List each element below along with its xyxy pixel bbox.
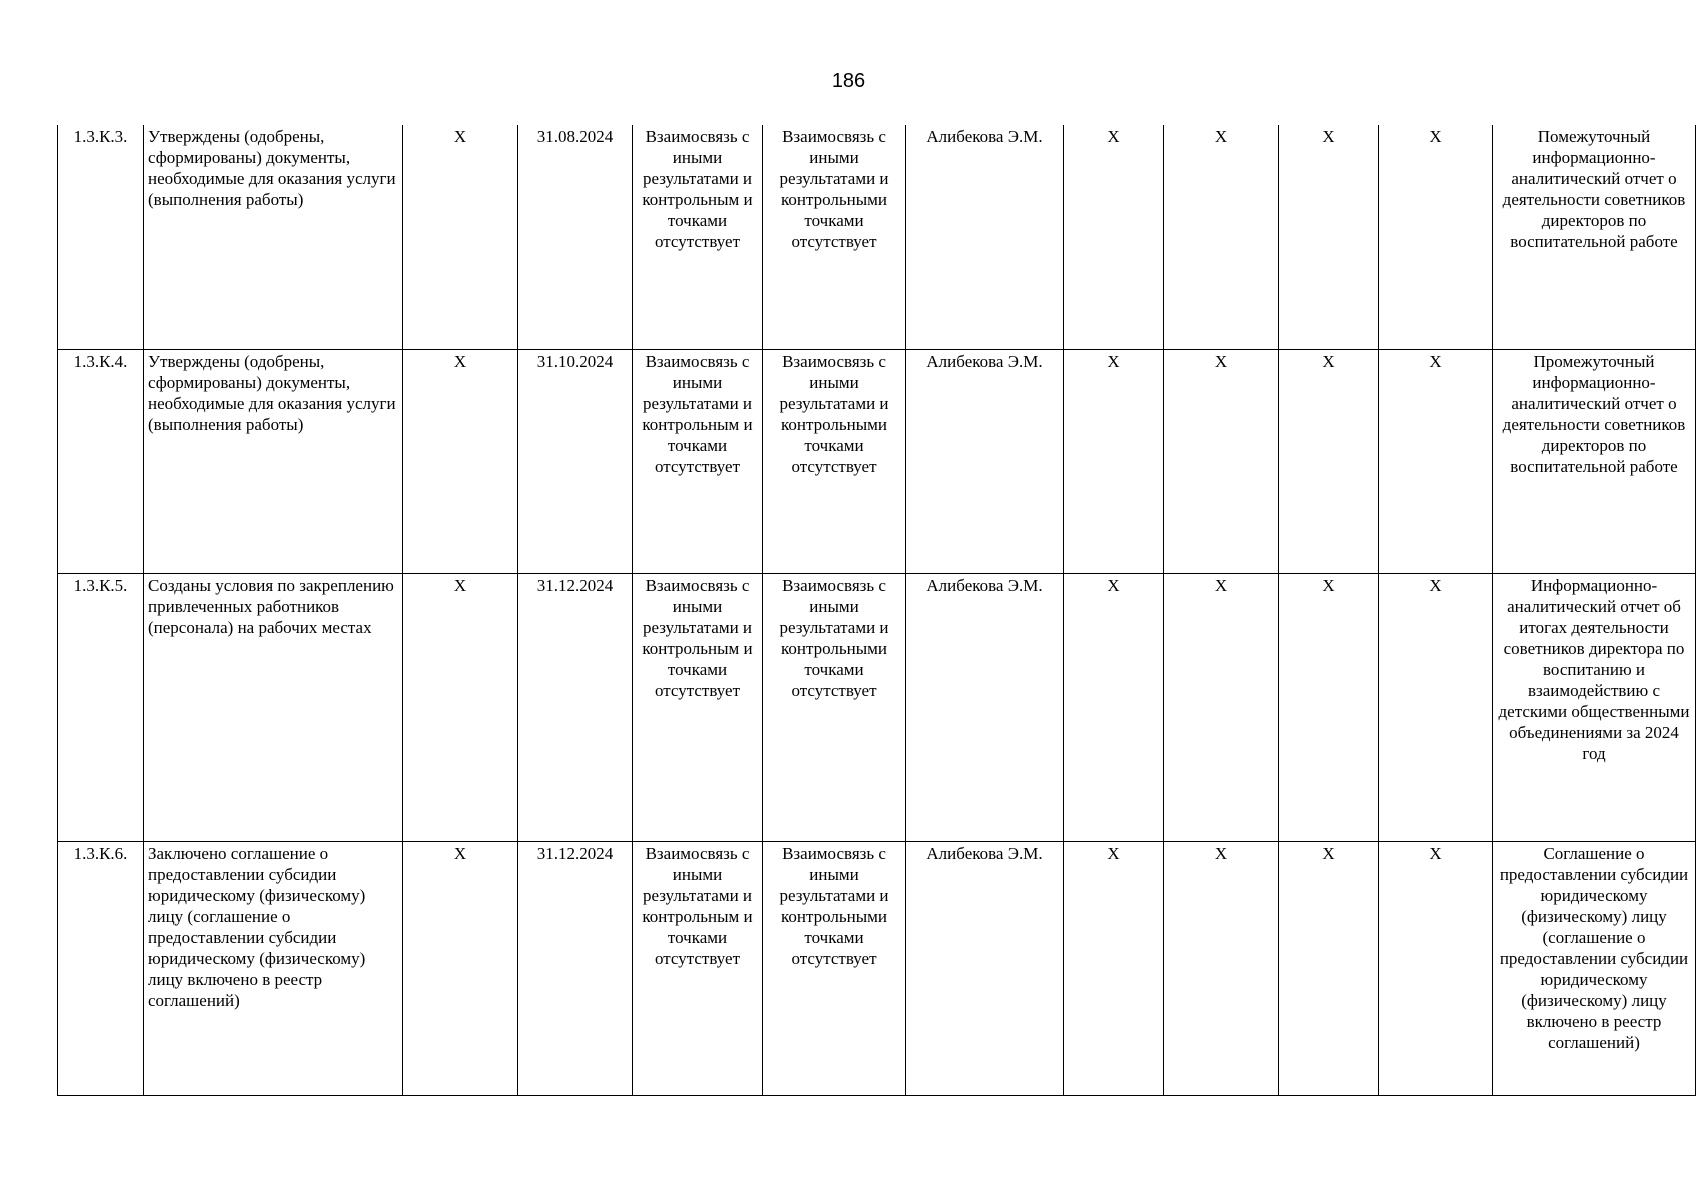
cell-x-3: X	[1164, 125, 1279, 349]
cell-responsible: Алибекова Э.М.	[906, 841, 1064, 1095]
cell-date: 31.10.2024	[518, 349, 633, 573]
cell-x-5: X	[1379, 125, 1493, 349]
cell-document: Помежуточный информационно-аналитический отчет о деятельности советников директоров по воспитательной работе	[1493, 125, 1696, 349]
cell-x-base: X	[403, 573, 518, 841]
cell-date: 31.12.2024	[518, 841, 633, 1095]
cell-link-next: Взаимосвязь с иными результатами и контрольными точками отсутствует	[763, 573, 906, 841]
cell-x-4: X	[1279, 573, 1379, 841]
cell-x-3: X	[1164, 573, 1279, 841]
cell-x-base: X	[403, 125, 518, 349]
cell-x-3: X	[1164, 349, 1279, 573]
cell-id: 1.3.К.4.	[58, 349, 144, 573]
cell-id: 1.3.К.3.	[58, 125, 144, 349]
cell-x-base: X	[403, 841, 518, 1095]
cell-date: 31.12.2024	[518, 573, 633, 841]
cell-link-previous: Взаимосвязь с иными результатами и контрольным и точками отсутствует	[633, 841, 763, 1095]
cell-x-base: X	[403, 349, 518, 573]
cell-name: Утверждены (одобрены, сформированы) документы, необходимые для оказания услуги (выполнения работы)	[144, 125, 403, 349]
cell-link-next: Взаимосвязь с иными результатами и контрольными точками отсутствует	[763, 125, 906, 349]
table-row	[58, 573, 1696, 841]
cell-link-previous: Взаимосвязь с иными результатами и контрольным и точками отсутствует	[633, 125, 763, 349]
cell-link-next: Взаимосвязь с иными результатами и контрольными точками отсутствует	[763, 349, 906, 573]
cell-x-3: X	[1164, 841, 1279, 1095]
cell-x-2: X	[1064, 125, 1164, 349]
cell-id: 1.3.К.5.	[58, 573, 144, 841]
cell-link-previous: Взаимосвязь с иными результатами и контрольным и точками отсутствует	[633, 349, 763, 573]
cell-x-2: X	[1064, 349, 1164, 573]
page-number: 186	[831, 70, 866, 92]
cell-x-2: X	[1064, 573, 1164, 841]
cell-document: Соглашение о предоставлении субсидии юридическому (физическому) лицу (соглашение о предоставлении субсидии юридическому (физическому) лицу включено в реестр соглашений)	[1493, 841, 1696, 1095]
cell-link-next: Взаимосвязь с иными результатами и контрольными точками отсутствует	[763, 841, 906, 1095]
cell-name: Созданы условия по закреплению привлеченных работников (персонала) на рабочих местах	[144, 573, 403, 841]
cell-x-4: X	[1279, 841, 1379, 1095]
cell-x-2: X	[1064, 841, 1164, 1095]
cell-x-5: X	[1379, 841, 1493, 1095]
cell-link-previous: Взаимосвязь с иными результатами и контрольным и точками отсутствует	[633, 573, 763, 841]
cell-document: Промежуточный информационно-аналитический отчет о деятельности советников директоров по воспитательной работе	[1493, 349, 1696, 573]
table-row	[58, 349, 1696, 573]
cell-name: Утверждены (одобрены, сформированы) документы, необходимые для оказания услуги (выполнения работы)	[144, 349, 403, 573]
cell-responsible: Алибекова Э.М.	[906, 573, 1064, 841]
cell-x-4: X	[1279, 125, 1379, 349]
cell-responsible: Алибекова Э.М.	[906, 349, 1064, 573]
cell-x-5: X	[1379, 349, 1493, 573]
table-row	[58, 841, 1696, 1095]
cell-x-4: X	[1279, 349, 1379, 573]
control-points-table	[57, 125, 1696, 1096]
cell-x-5: X	[1379, 573, 1493, 841]
cell-document: Информационно-аналитический отчет об итогах деятельности советников директора по воспитанию и взаимодействию с детскими общественными объединениями за 2024 год	[1493, 573, 1696, 841]
cell-date: 31.08.2024	[518, 125, 633, 349]
cell-responsible: Алибекова Э.М.	[906, 125, 1064, 349]
table-row	[58, 125, 1696, 349]
cell-name: Заключено соглашение о предоставлении субсидии юридическому (физическому) лицу (соглашение о предоставлении субсидии юридическому (физическому) лицу включено в реестр соглашений)	[144, 841, 403, 1095]
cell-id: 1.3.К.6.	[58, 841, 144, 1095]
